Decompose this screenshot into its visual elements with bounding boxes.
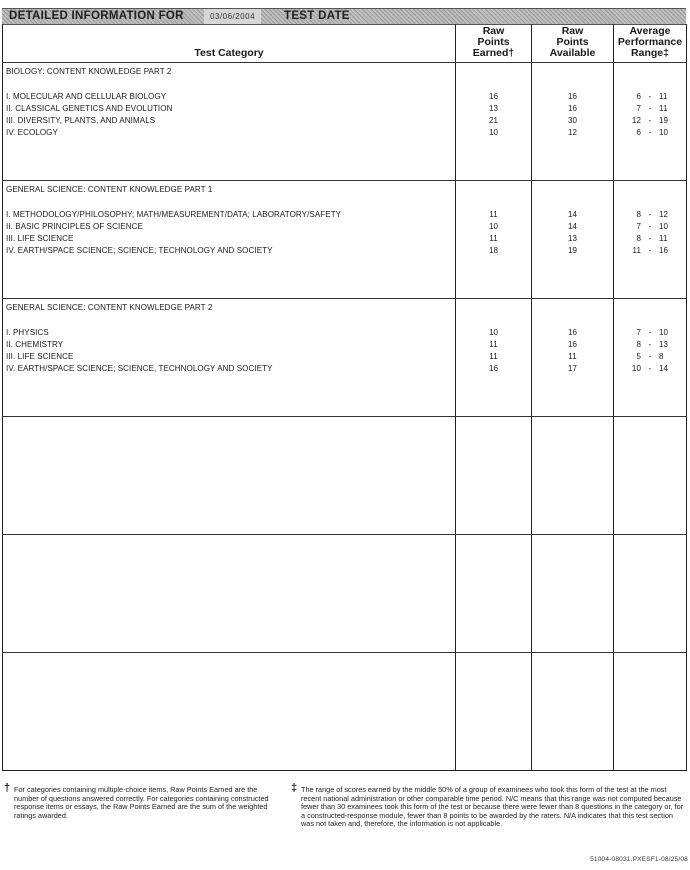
category-item: IV. EARTH/SPACE SCIENCE; SCIENCE; TECHNOLOGY AND SOCIETY <box>6 246 273 255</box>
available-cell <box>532 299 614 417</box>
range-value: 8 - 12 <box>636 210 669 219</box>
available-value: 13 <box>567 234 578 243</box>
header-line: Points <box>556 36 589 48</box>
earned-value: 11 <box>489 340 498 349</box>
section-title: GENERAL SCIENCE: CONTENT KNOWLEDGE PART 2 <box>6 303 213 312</box>
range-value: 12 - 19 <box>631 116 669 125</box>
empty-section-row <box>3 653 687 771</box>
range-cell <box>614 299 687 417</box>
score-detail-table <box>2 24 687 771</box>
range-value: 7 - 10 <box>636 222 669 231</box>
available-value: 16 <box>567 104 578 113</box>
section-row <box>3 299 687 417</box>
earned-value: 21 <box>488 116 499 125</box>
available-cell <box>532 63 614 181</box>
range-value: 5 - 8 <box>636 352 664 361</box>
earned-value: 16 <box>488 92 499 101</box>
earned-cell <box>456 63 532 181</box>
available-value: 30 <box>567 116 578 125</box>
earned-value: 10 <box>488 328 499 337</box>
earned-cell <box>456 181 532 299</box>
empty-section-row <box>3 535 687 653</box>
header-line: Points <box>477 36 510 48</box>
range-value: 7 - 11 <box>636 104 668 113</box>
earned-value: 10 <box>488 222 499 231</box>
category-item: IV. ECOLOGY <box>6 128 58 137</box>
header-line: Raw <box>561 25 584 37</box>
header-line: Range‡ <box>631 47 669 59</box>
range-cell <box>614 181 687 299</box>
range-value: 11 - 16 <box>632 246 669 255</box>
category-item: III. LIFE SCIENCE <box>6 352 74 361</box>
available-value: 19 <box>567 246 578 255</box>
section-title: GENERAL SCIENCE: CONTENT KNOWLEDGE PART 1 <box>6 185 213 194</box>
header-line: Average <box>629 25 671 37</box>
earned-value: 16 <box>488 364 499 373</box>
empty-section-row <box>3 417 687 535</box>
category-item: II. CHEMISTRY <box>6 340 64 349</box>
earned-value: 11 <box>489 234 498 243</box>
category-item: I. PHYSICS <box>6 328 49 337</box>
category-item: I. MOLECULAR AND CELLULAR BIOLOGY <box>6 92 167 101</box>
earned-value: 13 <box>488 104 499 113</box>
section-title: BIOLOGY: CONTENT KNOWLEDGE PART 2 <box>6 67 172 76</box>
category-item: II. BASIC PRINCIPLES OF SCIENCE <box>6 222 143 231</box>
header-line: Performance <box>617 36 683 48</box>
section-category-cell <box>3 181 456 299</box>
section-category-cell <box>3 63 456 181</box>
category-item: I. METHODOLOGY/PHILOSOPHY; MATH/MEASUREMENT/DATA; LABORATORY/SAFETY <box>6 210 342 219</box>
range-value: 8 - 13 <box>636 340 669 349</box>
available-value: 12 <box>567 128 578 137</box>
available-value: 16 <box>567 340 578 349</box>
category-item: IV. EARTH/SPACE SCIENCE; SCIENCE, TECHNOLOGY AND SOCIETY <box>6 364 273 373</box>
category-item: II. CLASSICAL GENETICS AND EVOLUTION <box>6 104 173 113</box>
document-code: 51004-08031.PXESF1-08/25/08 <box>590 856 688 863</box>
earned-value: 11 <box>489 352 498 361</box>
table-body <box>3 63 687 771</box>
available-value: 11 <box>568 352 577 361</box>
test-date-label: TEST DATE <box>284 10 350 22</box>
available-cell <box>532 181 614 299</box>
header-line: Raw <box>482 25 505 37</box>
available-value: 17 <box>567 364 578 373</box>
section-row <box>3 181 687 299</box>
category-item: III. LIFE SCIENCE <box>6 234 74 243</box>
range-value: 10 - 14 <box>631 364 669 373</box>
test-date-value: 03/06/2004 <box>204 9 261 24</box>
earned-cell <box>456 299 532 417</box>
header-line: Available <box>549 47 596 59</box>
available-value: 16 <box>567 92 578 101</box>
footnote-double-dagger <box>291 782 686 829</box>
footnote-dagger <box>4 782 274 820</box>
category-item: III. DIVERSITY, PLANTS, AND ANIMALS <box>6 116 156 125</box>
earned-value: 11 <box>489 210 498 219</box>
table-header-row <box>3 24 687 63</box>
dagger-mark: † <box>4 782 11 794</box>
available-value: 16 <box>567 328 578 337</box>
earned-value: 18 <box>488 246 499 255</box>
double-dagger-mark: ‡ <box>291 782 298 794</box>
range-value: 8 - 11 <box>636 234 668 243</box>
header-raw-points-available <box>532 24 614 63</box>
detailed-info-banner <box>2 8 686 25</box>
header-line: Earned† <box>472 47 515 59</box>
available-value: 14 <box>567 222 578 231</box>
available-value: 14 <box>567 210 578 219</box>
section-category-cell <box>3 299 456 417</box>
banner-title: DETAILED INFORMATION FOR <box>9 10 184 22</box>
range-value: 7 - 10 <box>636 328 669 337</box>
footnote-dagger-text: For categories containing multiple-choice items, Raw Points Earned are the number of questions answered correctly. For categories containing constructed response items or essays, the Raw Points Earned are the sum of the weighted ratings awarded. <box>14 785 269 820</box>
footnote-double-dagger-text: The range of scores earned by the middle 50% of a group of examinees who took this form of the test at the most recent national administration or other comparable time period. N/C means that this range was not computed because fewer than 30 examinees took this form of the test or because there were fewer than 8 questions in the category or, for a constructed-response module, fewer than 8 points to be awarded by the raters. N/A indicates that this test section was not taken and, therefore, the information is not applicable. <box>301 785 684 829</box>
range-value: 6 - 11 <box>636 92 668 101</box>
header-test-category: Test Category <box>3 24 456 63</box>
header-average-performance-range <box>614 24 687 63</box>
header-raw-points-earned <box>456 24 532 63</box>
range-value: 6 - 10 <box>636 128 669 137</box>
section-row <box>3 63 687 181</box>
earned-value: 10 <box>488 128 499 137</box>
range-cell <box>614 63 687 181</box>
